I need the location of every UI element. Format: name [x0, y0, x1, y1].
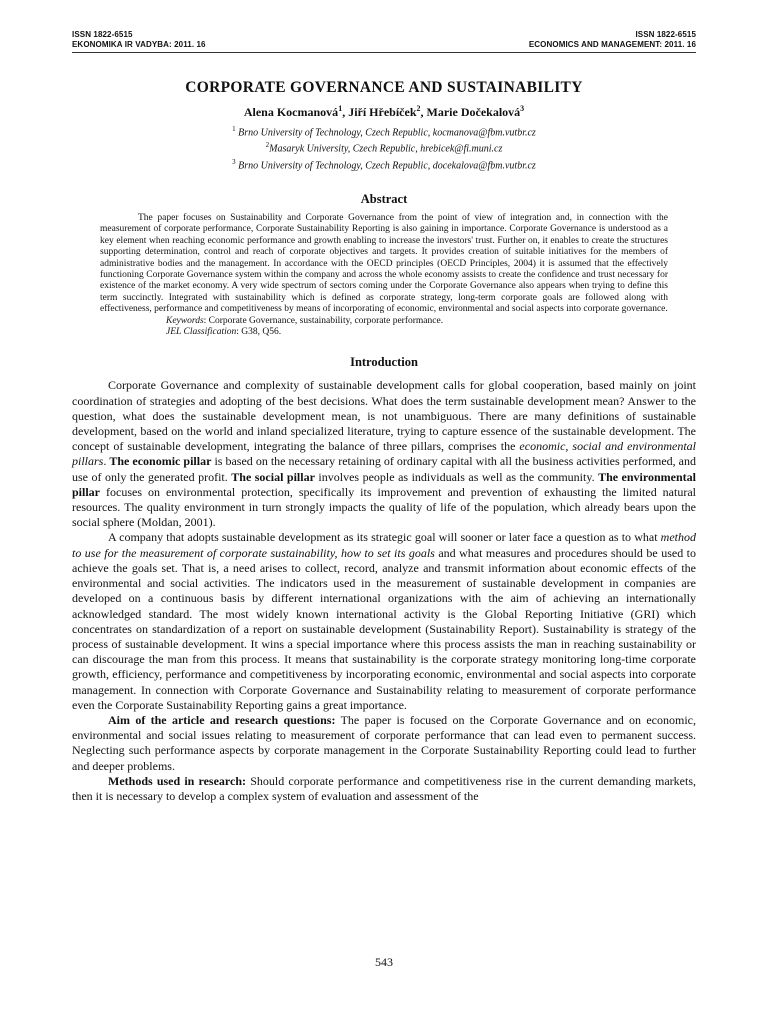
text-run: Corporate Governance and complexity of sustainable development calls for global cooperation, based mainly on joint coordination of strategies and adopting of the best decisions. What does the term sustainable development mean? Answer to the question, what does the sustainable development mean, is not unambiguous. There are many definitions of sustainable development, based on the world and inland specialized literature, trying to capture essence of the sustainable development. The concept of sustainable development, integrating the balance of three pillars, comprises the — [72, 378, 696, 454]
abstract-text: The paper focuses on Sustainability and Corporate Governance from the point of view of integration and, in connection with the measurement of corporate performance, Corporate Sustainability Reporting is also gaining in importance. Corporate Governance is understood as a key element when reaching economic performance and growth enabling to increase the investors' trust. Further on, it enables to create the structures supporting determination, control and reach of corporate objectives and targets. It provides creation of suitable initiatives for the members of administrative bodies and the management. In accordance with the OECD principles (OECD Principles, 2004) it is assumed that the effectively functioning Corporate Governance system within the company and across the whole economy assists to create the confidence and trust necessary for existence of the market economy. A very wide spectrum of sectors coming under the Corporate Governance also appears when trying to define this term succinctly. Integrated with sustainability which is defined as corporate strategy, long-term corporate goals are followed along with effectiveness, performance and competitiveness by means of incorporating of economic, environmental and social aspects into corporate governance. — [100, 212, 668, 315]
emphasis-text: economic, social and environmental pillars — [72, 439, 696, 469]
jel-label: JEL Classification — [166, 327, 237, 338]
author-list: Alena Kocmanová$^1$, Jiří Hřebíček$^2$, Marie Dočekalová$^3$ — [243, 104, 525, 119]
text-run: The paper is focused on the Corporate Governance and on economic, environmental and social issues relating to measurement of corporate performance that can lead even to permanent success. Neglecting such performance aspects by corporate management in the Corporate Sustainability Reporting could lead to further and deeper problems. — [72, 712, 696, 773]
affiliation-line — [72, 156, 696, 172]
header-right — [529, 30, 696, 50]
abstract-heading: Abstract — [360, 191, 408, 206]
paragraph-3 — [72, 713, 696, 774]
paragraph-2 — [72, 530, 696, 712]
author-superscript: 3 — [520, 104, 525, 113]
affiliation-line — [72, 139, 696, 155]
author-name: Marie Dočekalová — [426, 105, 521, 119]
paragraph-1 — [72, 378, 696, 530]
jel-line — [166, 327, 668, 338]
paragraph-4 — [72, 774, 696, 804]
text-run: and what measures and procedures should be used to achieve the goals set. That is, a need arises to collect, record, analyze and transmit information about economic effects of the environmental and social activities. The indicators used in the measurement of sustainable development in companies are developed on a continuous basis by different international organizations with the aim of achieving an internationally acknowledged standard. The most widely known international activity is the Global Reporting Initiative (GRI) which concentrates on standardization of a report on sustainable development (Sustainability Report). Sustainability is strategy of the process of sustainable development. It wins a special importance where this process assists the man in reaching sustainability or can discourage the man from this process. It means that sustainability is the corporate strategy monitoring long-time corporate growth, efficiency, performance and competitiveness by incorporating economic, environmental and social aspects into corporate management. In connection with Corporate Governance and Sustainability relating to measurement of corporate performance even the Corporate Sustainability Reporting gains a great importance. — [72, 545, 696, 712]
bold-term: The environmental pillar — [72, 469, 697, 499]
page-number: 543 — [375, 955, 393, 969]
bold-term: The economic pillar — [109, 454, 212, 469]
bold-lead: Aim of the article and research questions: — [108, 712, 336, 727]
text-run: involves people as individuals as well as the community. — [314, 469, 599, 484]
affiliation-text: Brno University of Technology, Czech Republic, kocmanova@fbm.vutbr.cz — [235, 127, 536, 139]
author-superscript: 1 — [338, 104, 343, 113]
affiliation-line — [72, 123, 696, 139]
running-header — [72, 30, 696, 50]
bold-lead: Methods used in research: — [108, 773, 247, 788]
article-page — [72, 30, 696, 804]
keywords-label: Keywords — [166, 315, 204, 326]
affiliation-superscript: 3 — [232, 157, 236, 166]
text-run: A company that adopts sustainable development as its strategic goal will sooner or later face a question as to what — [108, 530, 661, 545]
text-run: Should corporate performance and competitiveness rise in the current demanding markets, then it is necessary to develop a complex system of evaluation and assessment of the — [72, 773, 697, 803]
text-run: is based on the necessary retaining of ordinary capital with all the business activities performed, and use of only the generated profit. — [72, 454, 697, 484]
introduction-heading: Introduction — [350, 355, 418, 370]
keywords-text: : Corporate Governance, sustainability, corporate performance. — [203, 315, 444, 326]
keywords-line — [166, 316, 668, 327]
header-rule — [72, 52, 696, 53]
affiliation-superscript: 2 — [265, 141, 270, 150]
header-right-issn: ISSN 1822-6515 — [635, 30, 696, 39]
header-right-journal: ECONOMICS AND MANAGEMENT: 2011. 16 — [528, 40, 696, 49]
header-left — [72, 30, 206, 50]
author-name: Jiří Hřebíček — [348, 105, 417, 119]
header-left-issn: ISSN 1822-6515 — [72, 30, 133, 39]
header-left-journal: EKONOMIKA IR VADYBA: 2011. 16 — [72, 40, 206, 49]
author-name: Alena Kocmanová — [243, 105, 339, 119]
affiliation-list — [72, 123, 696, 172]
introduction-body — [72, 378, 696, 804]
text-run: focuses on environmental protection, specifically its improvement and prevention of exhausting the limited natural resources. The quality environment in turn strongly impacts the quality of life of the population, which already bears upon the social sphere (Moldan, 2001). — [72, 484, 696, 530]
paper-title: CORPORATE GOVERNANCE AND SUSTAINABILITY — [185, 79, 583, 96]
affiliation-text: Masaryk University, Czech Republic, hrebicek@fi.muni.cz — [269, 143, 503, 155]
jel-text: : G38, Q56. — [236, 327, 282, 338]
bold-term: The social pillar — [231, 469, 315, 484]
abstract-block — [100, 213, 668, 338]
affiliation-text: Brno University of Technology, Czech Republic, docekalova@fbm.vutbr.cz — [235, 159, 536, 171]
emphasis-text: method to use for the measurement of corporate sustainability, how to set its goals — [72, 530, 696, 560]
affiliation-superscript: 1 — [232, 125, 236, 133]
author-superscript: 2 — [416, 104, 421, 113]
text-run: . — [103, 454, 110, 469]
